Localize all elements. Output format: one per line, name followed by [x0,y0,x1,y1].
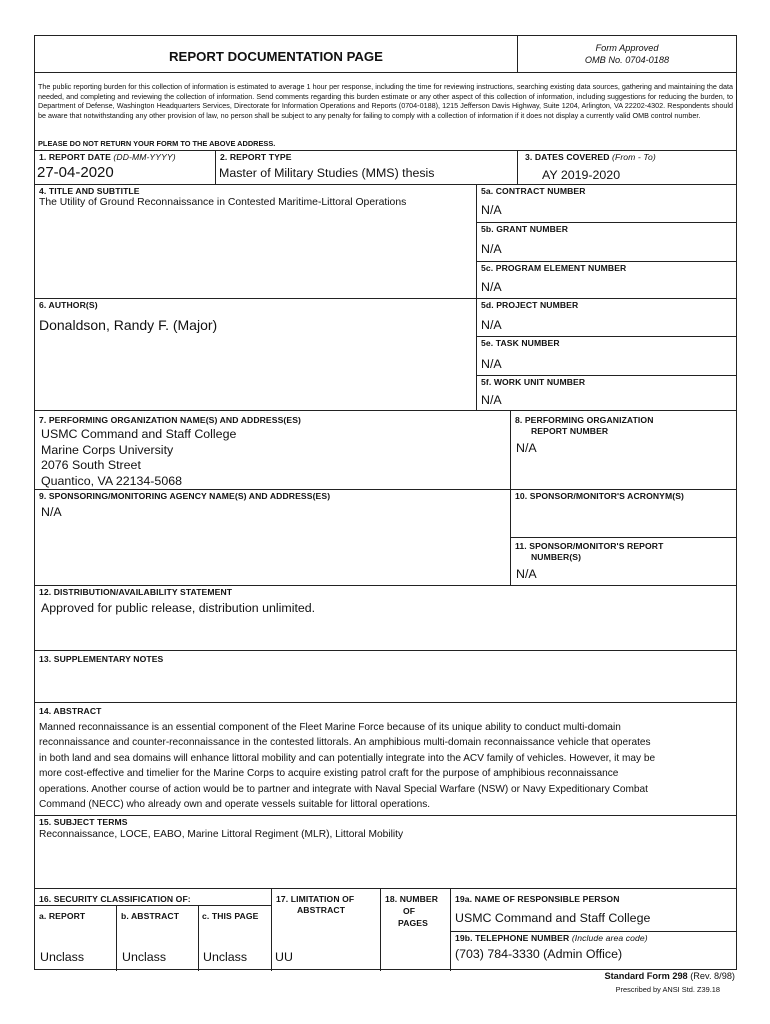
report-type-value[interactable]: Master of Military Studies (MMS) thesis [219,166,435,180]
telephone-label: 19b. TELEPHONE NUMBER (Include area code) [455,933,648,943]
security-abstract-value[interactable]: Unclass [122,950,167,964]
authors-value[interactable]: Donaldson, Randy F. (Major) [39,317,218,333]
abstract-line: Manned reconnaissance is an essential component of the Fleet Marine Force because of its unique ability to conduct multi-domain [39,722,621,733]
title-value[interactable]: The Utility of Ground Reconnaissance in Contested Maritime-Littoral Operations [39,197,407,208]
form-title: REPORT DOCUMENTATION PAGE [169,49,383,64]
telephone-value[interactable]: (703) 784-3330 (Admin Office) [455,947,623,961]
subject-terms-value[interactable]: Reconnaissance, LOCE, EABO, Marine Littoral Regiment (MLR), Littoral Mobility [39,829,404,840]
project-number-label: 5d. PROJECT NUMBER [481,300,579,310]
performing-org-report-label-1: 8. PERFORMING ORGANIZATION [515,415,654,425]
sponsor-report-number-value[interactable]: N/A [516,567,537,581]
abstract-text[interactable] [39,720,736,812]
dates-covered-label: 3. DATES COVERED (From - To) [525,152,656,162]
security-abstract-label: b. ABSTRACT [121,911,180,921]
report-documentation-form [34,35,737,970]
work-unit-label: 5f. WORK UNIT NUMBER [481,377,586,387]
program-element-value[interactable]: N/A [481,280,502,294]
number-of-pages-label-1: 18. NUMBER [385,894,439,904]
abstract-line: Command (NECC) who already own and operate vessels suitable for littoral operations. [39,799,431,811]
security-this-page-value[interactable]: Unclass [203,950,248,964]
program-element-label: 5c. PROGRAM ELEMENT NUMBER [481,263,627,273]
performing-org-label: 7. PERFORMING ORGANIZATION NAME(S) AND ADDRESS(ES) [39,415,302,425]
standard-form-label: Standard Form 298 (Rev. 8/98) [604,971,735,981]
security-report-label: a. REPORT [39,911,86,921]
performing-org-line-1[interactable]: USMC Command and Staff College [41,427,237,441]
omb-number: OMB No. 0704-0188 [584,55,670,65]
project-number-value[interactable]: N/A [481,318,502,332]
performing-org-report-label-2: REPORT NUMBER [531,426,609,436]
sponsor-report-number-label-2: NUMBER(S) [531,552,582,562]
work-unit-value[interactable]: N/A [481,393,502,407]
number-of-pages-label-3: PAGES [398,918,428,928]
report-date-label: 1. REPORT DATE (DD-MM-YYYY) [39,152,176,162]
security-classification-label: 16. SECURITY CLASSIFICATION OF: [39,894,191,904]
authors-label: 6. AUTHOR(S) [39,300,98,310]
subject-terms-label: 15. SUBJECT TERMS [39,817,128,827]
abstract-line: in both land and sea domains will enhance littoral mobility and can potentially integrate into the ACV family of vehicles. However, it may be [39,752,656,764]
supplementary-notes-label: 13. SUPPLEMENTARY NOTES [39,654,164,664]
title-label: 4. TITLE AND SUBTITLE [39,186,140,196]
grant-number-label: 5b. GRANT NUMBER [481,224,569,234]
task-number-value[interactable]: N/A [481,357,502,371]
burden-notice: The public reporting burden for this collection of information is estimated to average 1 hour per response, including the time for reviewing instructions, searching existing data sources, gathering and maintaining the data needed, and completing and reviewing the collection of information. Send comments regarding this burden estimate or any other aspect of this collection of information, including suggestions for reducing the burden, to Department of Defense, Washington Headquarters Services, Directorate for Information Operations and Reports (0704-0188), 1215 Jefferson Davis Highway, Suite 1204, Arlington, VA 22202-4302. Respondents should be aware that notwithstanding any other provision of law, no person shall be subject to any penalty for failing to comply with a collection of information if it does not display a currently valid OMB control number. [38,82,733,120]
form-approved-label: Form Approved [595,43,659,53]
dates-covered-value[interactable]: AY 2019-2020 [542,168,621,182]
report-date-value[interactable]: 27-04-2020 [37,164,114,181]
security-this-page-label: c. THIS PAGE [202,911,259,921]
prescribed-by: Prescribed by ANSI Std. Z39.18 [615,985,720,994]
responsible-person-value[interactable]: USMC Command and Staff College [455,911,651,925]
limitation-value[interactable]: UU [275,950,293,964]
abstract-line: operations. Another course of action would be to partner and integrate with Naval Special Warfare (NSW) or Navy Expeditionary Combat [39,783,648,795]
task-number-label: 5e. TASK NUMBER [481,338,560,348]
distribution-value[interactable]: Approved for public release, distribution unlimited. [41,601,316,615]
report-type-label: 2. REPORT TYPE [220,152,292,162]
abstract-line: more cost-effective and timelier for the Marine Corps to acquire existing patrol craft for the purpose of amphibious reconnaissance [39,768,619,780]
performing-org-report-value[interactable]: N/A [516,441,537,455]
sponsor-report-number-label-1: 11. SPONSOR/MONITOR'S REPORT [515,541,664,551]
sponsoring-agency-value[interactable]: N/A [41,505,62,519]
distribution-label: 12. DISTRIBUTION/AVAILABILITY STATEMENT [39,587,233,597]
limitation-label-1: 17. LIMITATION OF [276,894,355,904]
sponsor-acronym-label: 10. SPONSOR/MONITOR'S ACRONYM(S) [515,491,685,501]
abstract-label: 14. ABSTRACT [39,706,102,716]
performing-org-line-4[interactable]: Quantico, VA 22134-5068 [41,474,182,488]
grant-number-value[interactable]: N/A [481,242,502,256]
sponsoring-agency-label: 9. SPONSORING/MONITORING AGENCY NAME(S) AND ADDRESS(ES) [39,491,331,501]
do-not-return-notice: PLEASE DO NOT RETURN YOUR FORM TO THE ABOVE ADDRESS. [38,139,276,148]
abstract-line: reconnaissance and counter-reconnaissance in the contested littorals. An amphibious multi-domain reconnaissance vehicle that operates [39,737,651,749]
contract-number-value[interactable]: N/A [481,203,502,217]
number-of-pages-label-2: OF [403,906,416,916]
responsible-person-label: 19a. NAME OF RESPONSIBLE PERSON [455,894,620,904]
performing-org-line-3[interactable]: 2076 South Street [41,458,141,472]
performing-org-line-2[interactable]: Marine Corps University [41,443,174,457]
contract-number-label: 5a. CONTRACT NUMBER [481,186,586,196]
limitation-label-2: ABSTRACT [297,905,346,915]
security-report-value[interactable]: Unclass [40,950,85,964]
